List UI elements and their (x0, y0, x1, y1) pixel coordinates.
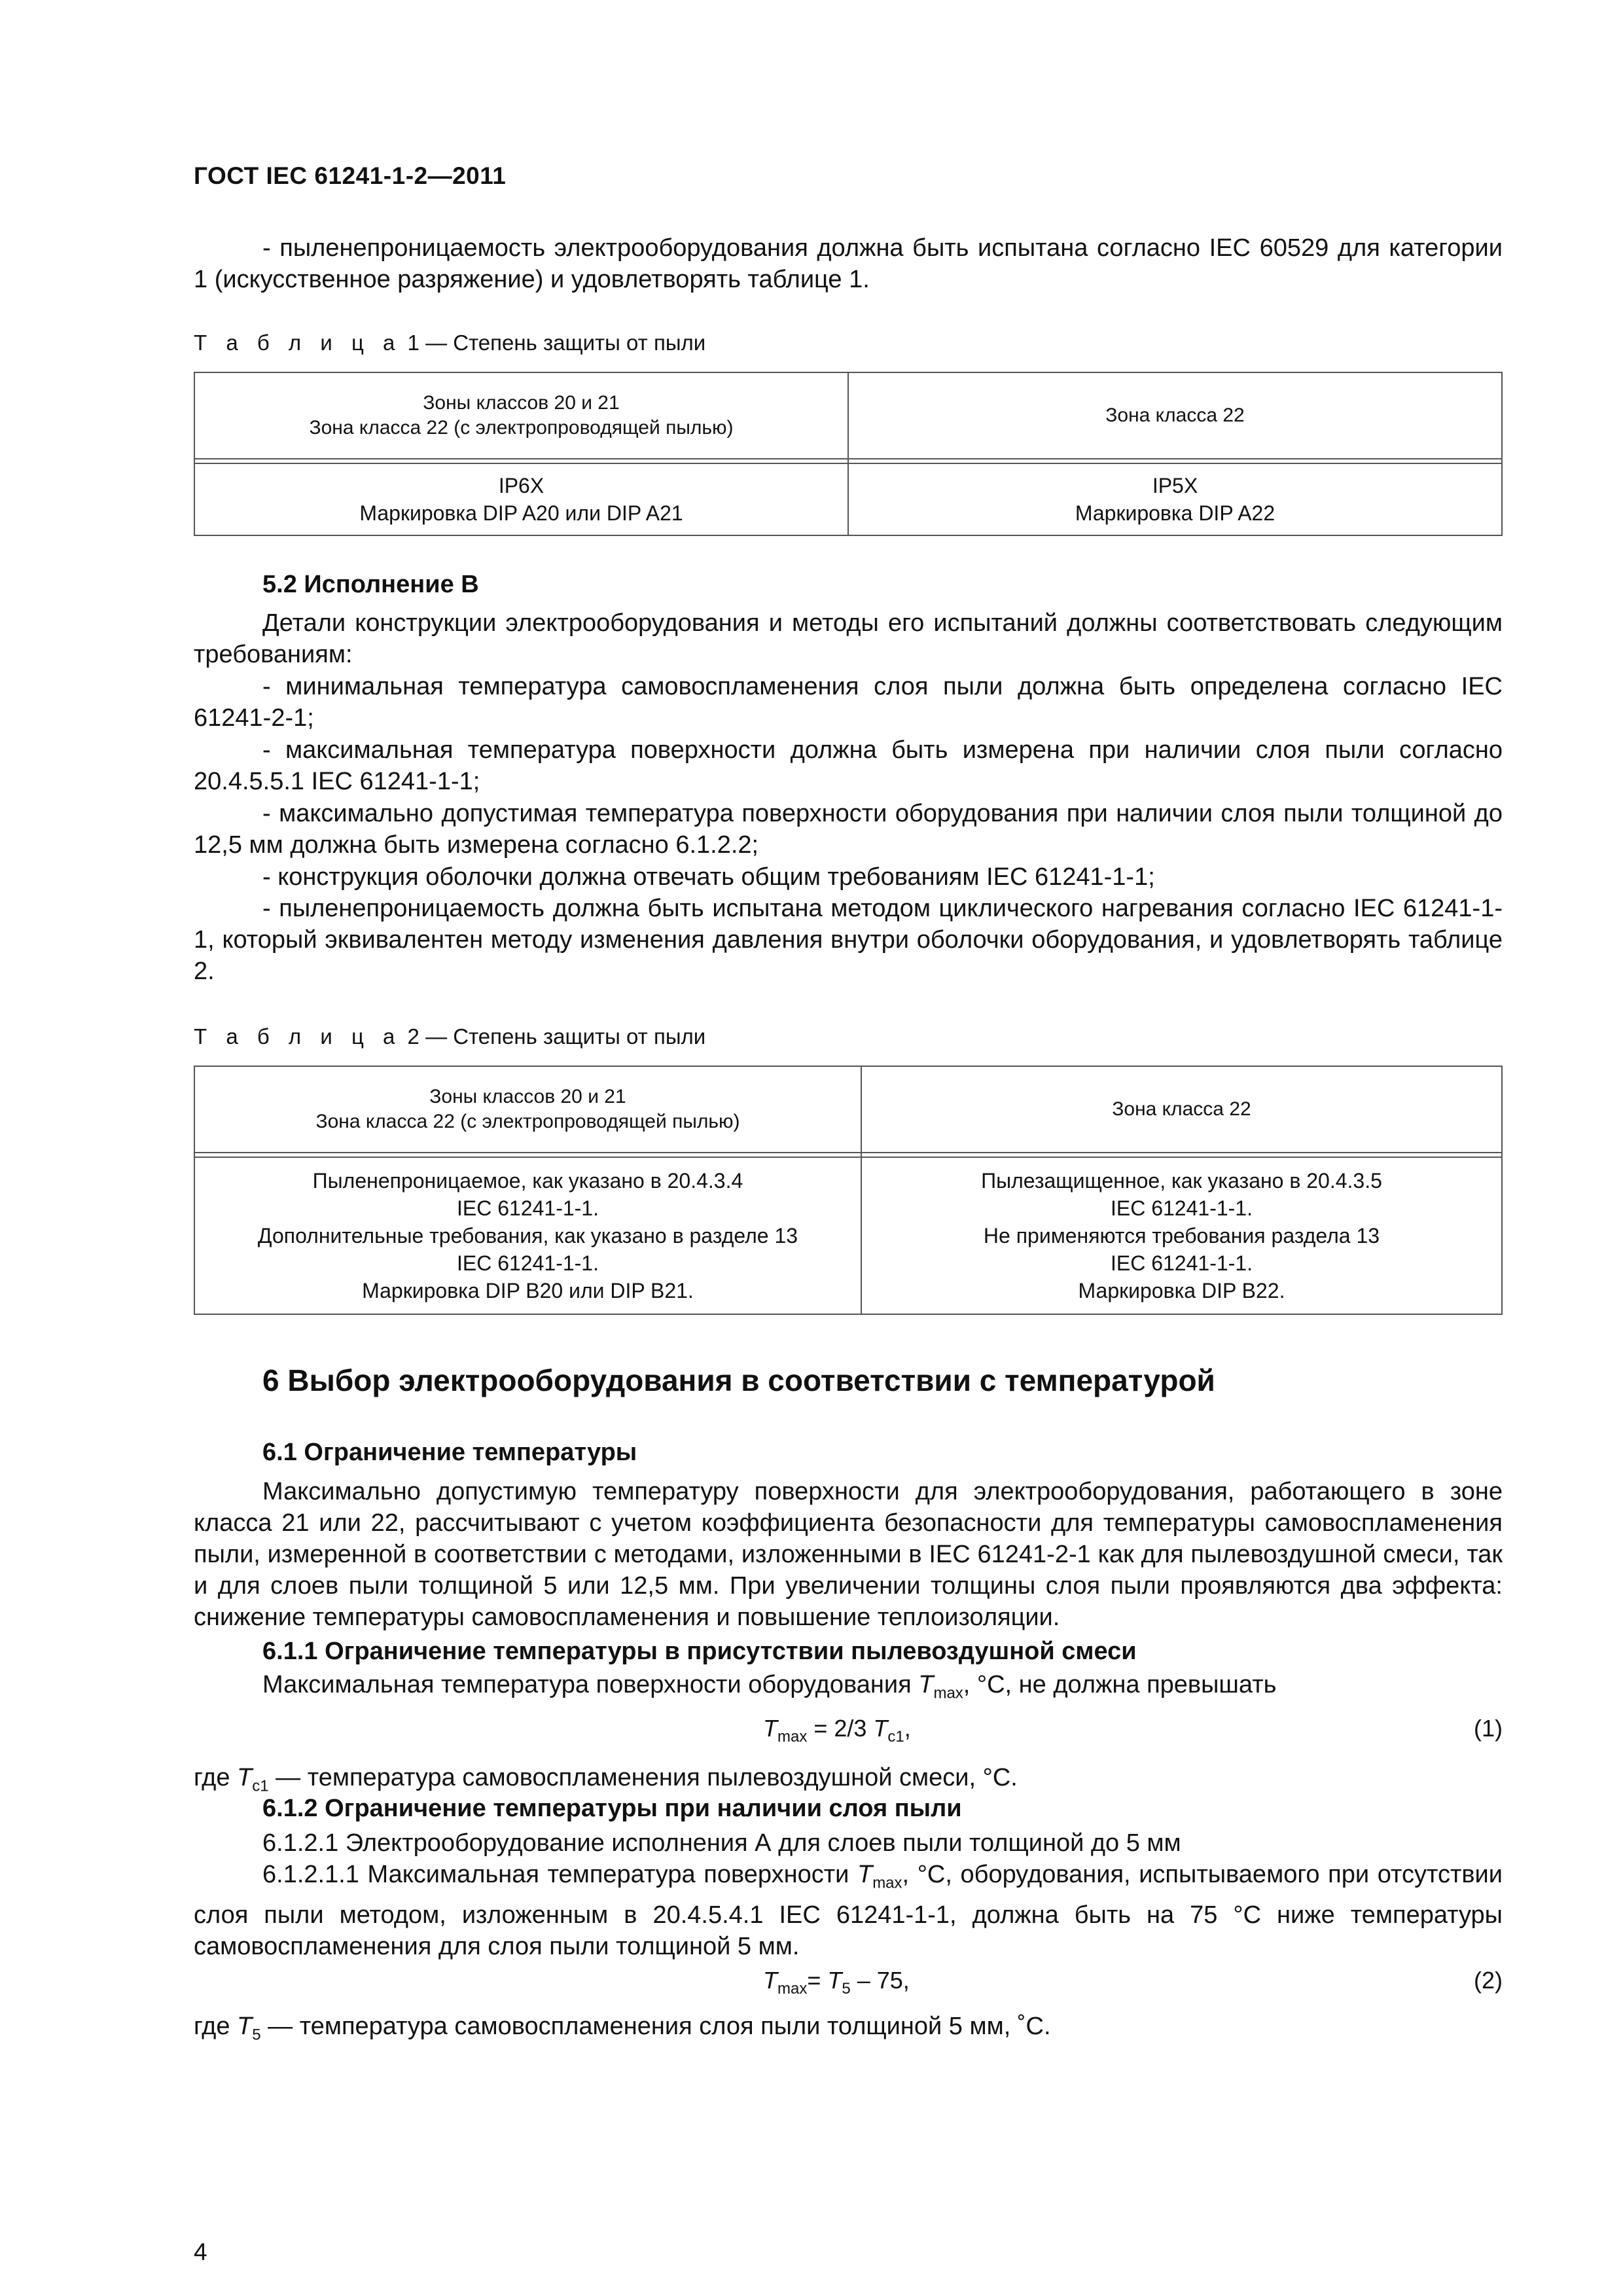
subscript-max: max (777, 1728, 808, 1746)
section-6-1-2-title: 6.1.2 Ограничение температуры при наличии слоя пыли (262, 1795, 962, 1822)
table2-cell-line: IEC 61241-1-1. (456, 1196, 599, 1220)
section-6-1-1-paragraph (194, 1669, 1503, 1710)
table2-caption-text: 2 — Степень защиты от пыли (401, 1024, 706, 1049)
subscript-5: 5 (842, 1980, 851, 1998)
table1-caption-text: 1 — Степень защиты от пыли (401, 331, 706, 355)
table1-separator (194, 459, 1502, 463)
section-6-1-paragraph: Максимально допустимую температуру поверхности для электрооборудования, работающего в зоне класса 21 или 22, рассчитывают с учетом коэффициента безопасности для температуры самовоспламенения пыли, измеренной в соответствии с методами, изложенными в IEC 61241-2-1 как для пылевоздушной смеси, так и для слоев пыли толщиной 5 или 12,5 мм. При увеличении толщины слоя пыли проявляются два эффекта: снижение температуры самовоспламенения и повышение теплоизоляции. (194, 1478, 1503, 1631)
symbol-t: T (873, 1715, 888, 1742)
formula-2 (194, 1967, 1503, 1998)
subscript-c1: c1 (252, 1777, 269, 1795)
text-run: где (194, 2013, 238, 2040)
table1-header-left (194, 372, 848, 459)
text-run: 6.1.2.1.1 Максимальная температура поверхности (262, 1861, 857, 1888)
table2 (194, 1066, 1503, 1315)
text-run: — температура самовоспламенения пылевоздушной смеси, °С. (268, 1764, 1018, 1791)
subscript-max: max (872, 1874, 902, 1892)
table2-cell-line: Дополнительные требования, как указано в разделе 13 (257, 1224, 798, 1247)
subscript-5: 5 (252, 2026, 261, 2044)
symbol-t: T (827, 1967, 842, 1994)
table1-caption (194, 331, 705, 355)
text-run: где (194, 1764, 238, 1791)
table2-header-left-line: Зона класса 22 (с электропроводящей пылью) (315, 1111, 740, 1132)
symbol-t: T (237, 2013, 253, 2040)
table1-cell-line: Маркировка DIP A22 (1075, 501, 1275, 525)
formula-2-equals: = (807, 1967, 828, 1994)
table2-caption-prefix: Т а б л и ц а (194, 1024, 402, 1049)
table2-cell-line: Маркировка DIP B20 или DIP B21. (362, 1279, 694, 1302)
section-6-1-title: 6.1 Ограничение температуры (262, 1439, 637, 1466)
table2-row (194, 1157, 1502, 1314)
table2-cell-line: Не применяются требования раздела 13 (983, 1224, 1380, 1247)
table1-caption-prefix: Т а б л и ц а (194, 331, 402, 355)
formula-2-tail: – 75, (850, 1967, 910, 1994)
table1-header-left-line: Зона класса 22 (с электропроводящей пылью) (309, 417, 734, 439)
table2-cell-left (194, 1157, 861, 1314)
intro-paragraph: - пыленепроницаемость электрооборудования должна быть испытана согласно IEC 60529 для категории 1 (искусственное разряжение) и удовлетворять таблице 1. (194, 234, 1503, 293)
section-5-2-paragraph: Детали конструкции электрооборудования и методы его испытаний должны соответствовать следующим требованиям: (194, 609, 1503, 668)
table1-header-row (194, 372, 1502, 459)
table2-header-left-line: Зоны классов 20 и 21 (429, 1086, 626, 1107)
section-5-2-paragraph: - максимально допустимая температура поверхности оборудования при наличии слоя пыли толщиной до 12,5 мм должна быть измерена согласно 6.1.2.2; (194, 800, 1503, 859)
section-6-title: 6 Выбор электрооборудования в соответствии с температурой (262, 1363, 1215, 1397)
section-6-1-1-title: 6.1.1 Ограничение температуры в присутствии пылевоздушной смеси (262, 1638, 1137, 1665)
table2-header-row (194, 1066, 1502, 1153)
symbol-t: T (918, 1671, 934, 1698)
symbol-t: T (857, 1861, 873, 1888)
table1-header-right: Зона класса 22 (848, 372, 1502, 459)
formula-2-where (194, 2011, 1503, 2051)
formula-2-expression (763, 1967, 910, 1998)
text-run: — температура самовоспламенения слоя пыли толщиной 5 мм, ˚С. (260, 2013, 1051, 2040)
table2-cell-line: Пыленепроницаемое, как указано в 20.4.3.4 (312, 1169, 743, 1193)
table2-cell-line: IEC 61241-1-1. (1110, 1251, 1253, 1275)
subscript-c1: c1 (887, 1728, 904, 1746)
section-5-2-paragraph: - минимальная температура самовоспламенения слоя пыли должна быть определена согласно IEC 61241-2-1; (194, 673, 1503, 732)
table2-cell-right (861, 1157, 1502, 1314)
document-page (194, 0, 1503, 2296)
table1-cell-right (848, 463, 1502, 535)
table2-cell-line: Пылезащищенное, как указано в 20.4.3.5 (981, 1169, 1382, 1193)
formula-2-number: (2) (1474, 1967, 1503, 1994)
document-header: ГОСТ IEC 61241-1-2—2011 (194, 162, 507, 189)
section-5-2-title: 5.2 Исполнение В (262, 571, 479, 598)
text-run: Максимальная температура поверхности оборудования (262, 1671, 919, 1698)
symbol-t: T (763, 1715, 777, 1742)
table2-separator (194, 1153, 1502, 1157)
subscript-max: max (933, 1684, 963, 1702)
table2-header-right: Зона класса 22 (861, 1066, 1502, 1153)
table2-cell-line: IEC 61241-1-1. (456, 1251, 599, 1275)
symbol-t: T (237, 1764, 253, 1791)
text-run: , °C, не должна превышать (963, 1671, 1277, 1698)
table1-cell-line: IP6X (498, 474, 544, 497)
table1-row (194, 463, 1502, 535)
table1-cell-line: Маркировка DIP A20 или DIP A21 (359, 501, 683, 525)
symbol-t: T (763, 1967, 777, 1994)
subscript-max: max (777, 1980, 808, 1998)
formula-1-text: = 2/3 (807, 1715, 874, 1742)
table2-caption (194, 1024, 705, 1049)
formula-1-tail: , (904, 1715, 911, 1742)
section-5-2-paragraph: - пыленепроницаемость должна быть испытана методом циклического нагревания согласно IEC 61241-1-1, который эквивалентен методу изменения давления внутри оболочки оборудования, и удовлетворять таблице 2. (194, 895, 1503, 985)
section-6-1-2-1-paragraph: 6.1.2.1 Электрооборудование исполнения А для слоев пыли толщиной до 5 мм (262, 1829, 1181, 1857)
table1 (194, 372, 1503, 536)
table1-cell-left (194, 463, 848, 535)
table2-cell-line: Маркировка DIP B22. (1078, 1279, 1285, 1302)
text-run: , °С, оборудования, испытываемого при отсутствии слоя пыли методом, изложенным в 20.4.5.4.1 IEC 61241-1-1, должна быть на 75 °С ниже температуры самовоспламенения для слоя пыли толщиной 5 мм. (194, 1861, 1503, 1960)
formula-1-expression (763, 1715, 911, 1746)
table1-cell-line: IP5X (1152, 474, 1198, 497)
formula-1-number: (1) (1474, 1715, 1503, 1742)
table1-header-left-line: Зоны классов 20 и 21 (423, 392, 620, 414)
section-5-2-paragraph: - конструкция оболочки должна отвечать общим требованиям IEC 61241-1-1; (262, 863, 1155, 891)
table2-cell-line: IEC 61241-1-1. (1110, 1196, 1253, 1220)
section-5-2-paragraph: - максимальная температура поверхности должна быть измерена при наличии слоя пыли согласно 20.4.5.5.1 IEC 61241-1-1; (194, 736, 1503, 795)
table2-header-left (194, 1066, 861, 1153)
page-number: 4 (194, 2238, 207, 2265)
formula-1 (194, 1715, 1503, 1746)
section-6-1-2-1-1-paragraph (194, 1859, 1503, 1962)
